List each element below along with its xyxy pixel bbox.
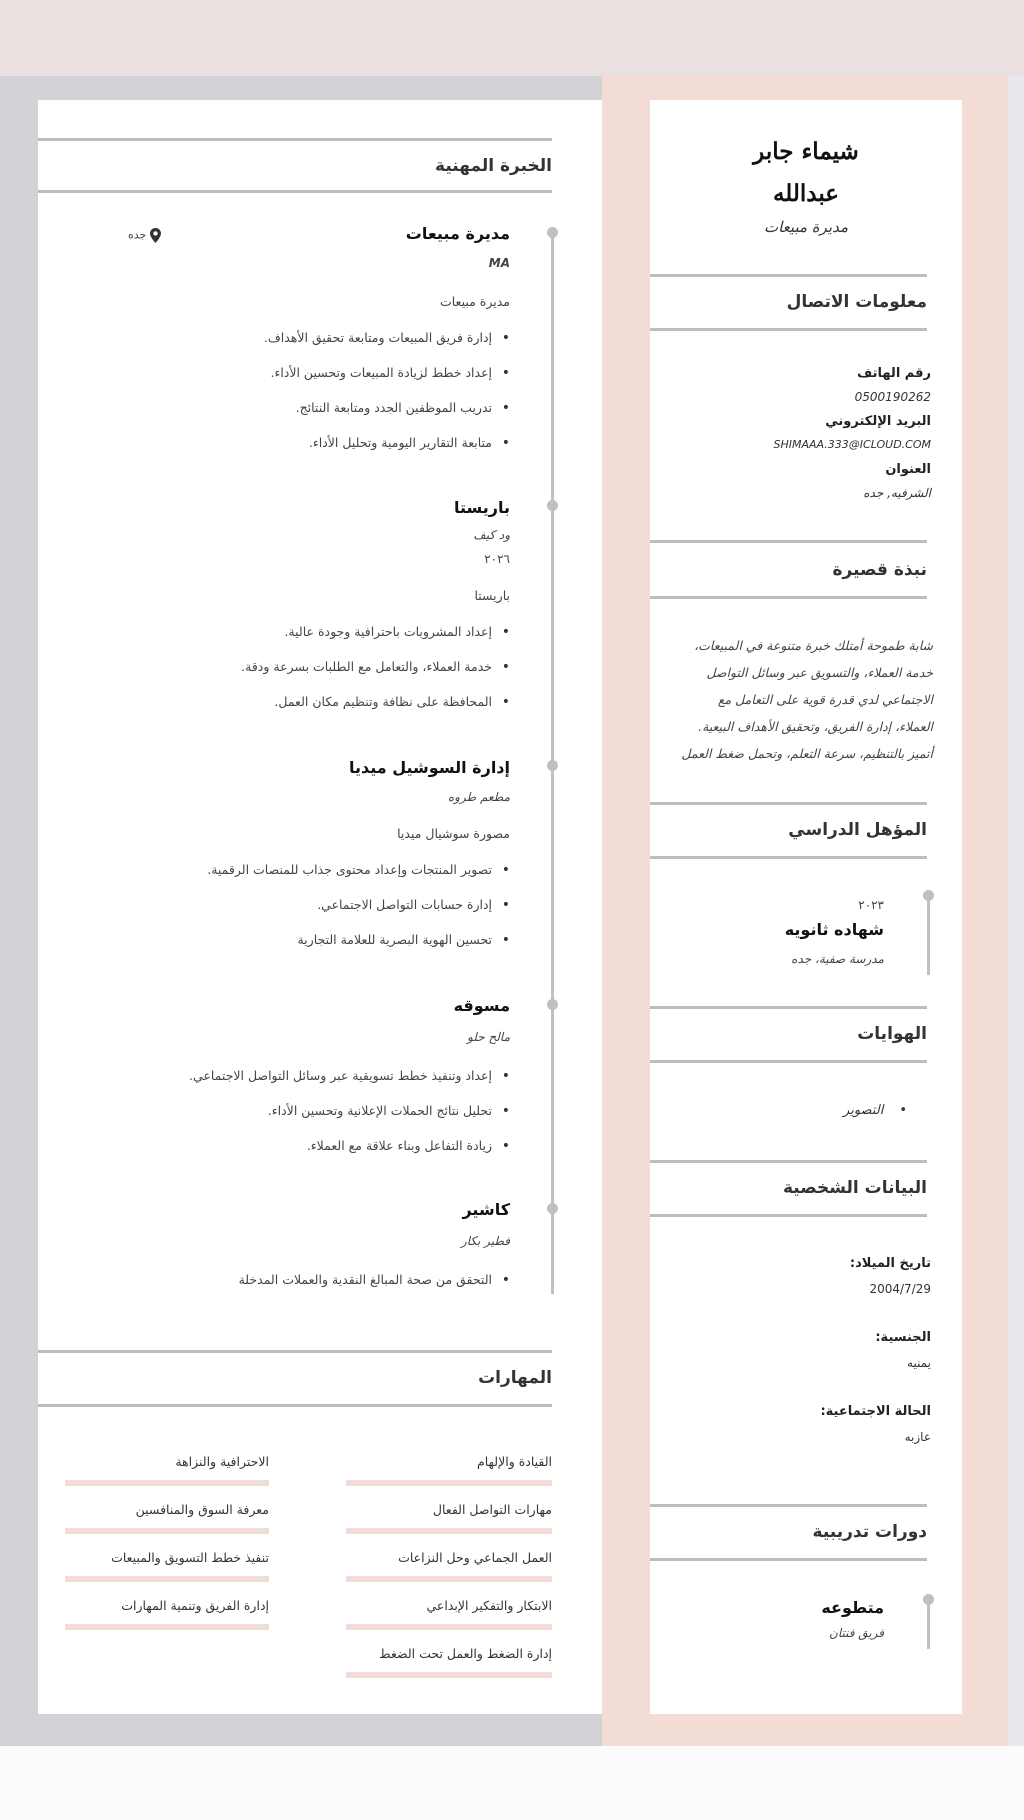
divider (650, 328, 927, 331)
skill-item: العمل الجماعي وحل النزاعات (398, 1550, 552, 1565)
job-bullets (38, 328, 510, 468)
skill-bar (65, 1624, 269, 1630)
job-title: مديرة مبيعات (763, 218, 848, 236)
timeline-line (927, 1599, 930, 1649)
divider (650, 1006, 927, 1009)
list-item: • إدارة حسابات التواصل الاجتماعي. (38, 895, 510, 930)
phone-label: رقم الهاتف (857, 366, 931, 381)
timeline-line (927, 895, 930, 975)
list-item: • تحسين الهوية البصرية للعلامة التجارية (38, 930, 510, 965)
skill-bar (65, 1576, 269, 1582)
job-title: مديرة مبيعات (405, 224, 510, 243)
divider (650, 540, 927, 543)
divider (650, 1214, 927, 1217)
timeline-dot (547, 500, 558, 511)
list-item: • زيادة التفاعل وبناء علاقة مع العملاء. (38, 1136, 510, 1171)
education-section-title: المؤهل الدراسي (788, 820, 927, 840)
skill-item: تنفيذ خطط التسويق والمبيعات (111, 1550, 269, 1565)
job-bullets (38, 1270, 510, 1305)
education-degree: شهاده ثانويه (784, 920, 884, 939)
job-company: مالح حلو (467, 1030, 510, 1044)
list-item: • إعداد وتنفيذ خطط تسويقية عبر وسائل التواصل الاجتماعي. (38, 1066, 510, 1101)
divider (650, 274, 927, 277)
job-title: كاشير (462, 1200, 510, 1219)
job-date: ٢٠٢٦ (484, 552, 510, 566)
skill-item: معرفة السوق والمنافسين (135, 1502, 269, 1517)
timeline-dot (547, 999, 558, 1010)
job-role: مصورة سوشيال ميديا (397, 826, 510, 841)
skill-bar (346, 1576, 552, 1582)
list-item: • إعداد المشروبات باحترافية وجودة عالية. (38, 622, 510, 657)
list-item: • تدريب الموظفين الجدد ومتابعة النتائج. (38, 398, 510, 433)
job-location (128, 228, 161, 243)
job-company: فطير بكار (460, 1234, 510, 1248)
skill-item: إدارة الضغط والعمل تحت الضغط (379, 1646, 552, 1661)
job-bullets (38, 860, 510, 965)
about-line: شابة طموحة أمتلك خبرة متنوعة في المبيعات، (694, 638, 933, 653)
job-title: إدارة السوشيل ميديا (348, 758, 510, 777)
address-value: الشرفيه, جده (863, 486, 931, 500)
job-role: باريستا (474, 588, 510, 603)
about-section-title: نبذة قصيرة (832, 560, 927, 580)
list-item: • إعداد خطط لزيادة المبيعات وتحسين الأداء. (38, 363, 510, 398)
nationality-label: الجنسية: (875, 1330, 931, 1345)
job-location-label: جده (128, 228, 147, 242)
job-company: ود كيف (473, 528, 510, 542)
hobby-item (650, 1103, 907, 1118)
location-pin-icon (150, 228, 161, 243)
list-item: • المحافظة على نظافة وتنظيم مكان العمل. (38, 692, 510, 727)
experience-section-title: الخبرة المهنية (435, 156, 552, 176)
nationality-value: يمنيه (907, 1356, 931, 1370)
job-title: باريستا (453, 498, 510, 517)
skill-bar (346, 1480, 552, 1486)
timeline-dot (547, 1203, 558, 1214)
skill-item: مهارات التواصل الفعال (432, 1502, 552, 1517)
skill-item: الاحترافية والنزاهة (175, 1454, 269, 1469)
sidebar-card (650, 100, 962, 1714)
list-item: • تصوير المنتجات وإعداد محتوى جذاب للمنصات الرقمية. (38, 860, 510, 895)
list-item: • التحقق من صحة المبالغ النقدية والعملات المدخلة (38, 1270, 510, 1305)
education-year: ٢٠٢٣ (858, 898, 884, 912)
email-value: SHIMAAA.333@ICLOUD.COM (773, 438, 931, 451)
job-title: مسوقه (453, 996, 510, 1015)
about-line: العملاء، إدارة الفريق، وتحقيق الأهداف البيعية. (698, 719, 933, 734)
skills-section-title: المهارات (478, 1368, 552, 1388)
name-line-1: شيماء جابر (753, 138, 859, 165)
hobbies-section-title: الهوايات (857, 1024, 927, 1044)
skill-item: الابتكار والتفكير الإبداعي (426, 1598, 552, 1613)
phone-value: 0500190262 (854, 390, 931, 404)
job-company: مطعم طروه (447, 790, 510, 804)
marital-label: الحالة الاجتماعية: (820, 1404, 931, 1419)
skill-bar (346, 1528, 552, 1534)
about-line: خدمة العملاء، والتسويق عبر وسائل التواصل (706, 665, 933, 680)
timeline-dot (547, 760, 558, 771)
page-edge (1008, 76, 1024, 1746)
main-card (38, 100, 602, 1714)
email-label: البريد الإلكتروني (825, 414, 931, 429)
education-school: مدرسة صفية، جده (791, 952, 884, 966)
divider (38, 138, 552, 141)
about-line: أتميز بالتنظيم، سرعة التعلم، وتحمل ضغط العمل (681, 746, 933, 761)
divider (650, 1060, 927, 1063)
personal-section-title: البيانات الشخصية (782, 1178, 927, 1198)
job-bullets (38, 1066, 510, 1171)
divider (650, 856, 927, 859)
divider (650, 1558, 927, 1561)
job-bullets (38, 622, 510, 727)
list-item: • تحليل نتائج الحملات الإعلانية وتحسين الأداء. (38, 1101, 510, 1136)
job-role: مديرة مبيعات (439, 294, 510, 309)
courses-section-title: دورات تدريبية (812, 1522, 927, 1542)
marital-value: عازبه (904, 1430, 931, 1444)
name-line-2: عبدالله (772, 180, 840, 207)
course-sub: فريق فنتان (829, 1626, 884, 1640)
list-item: • إدارة فريق المبيعات ومتابعة تحقيق الأهداف. (38, 328, 510, 363)
hobby-bullet: • (899, 1103, 907, 1118)
skill-bar (65, 1480, 269, 1486)
divider (38, 1350, 552, 1353)
divider (650, 596, 927, 599)
divider (38, 190, 552, 193)
timeline-dot (547, 227, 558, 238)
skill-bar (346, 1672, 552, 1678)
divider (650, 1160, 927, 1163)
list-item: • متابعة التقارير اليومية وتحليل الأداء. (38, 433, 510, 468)
skill-item: القيادة والإلهام (476, 1454, 552, 1469)
birth-value: 2004/7/29 (869, 1282, 931, 1296)
skill-bar (346, 1624, 552, 1630)
skill-item: إدارة الفريق وتنمية المهارات (121, 1598, 269, 1613)
skill-bar (65, 1528, 269, 1534)
hobby-label: التصوير (843, 1103, 884, 1118)
contact-section-title: معلومات الاتصال (786, 292, 927, 312)
birth-label: تاريخ الميلاد: (849, 1256, 931, 1271)
job-company: MA (488, 256, 510, 270)
divider (38, 1404, 552, 1407)
about-text (658, 632, 933, 767)
top-band (0, 0, 1024, 76)
list-item: • خدمة العملاء، والتعامل مع الطلبات بسرعة ودقة. (38, 657, 510, 692)
address-label: العنوان (885, 462, 931, 477)
divider (650, 802, 927, 805)
about-line: الاجتماعي لدي قدرة قوية على التعامل مع (717, 692, 933, 707)
divider (650, 1504, 927, 1507)
course-title: متطوعه (821, 1598, 884, 1617)
